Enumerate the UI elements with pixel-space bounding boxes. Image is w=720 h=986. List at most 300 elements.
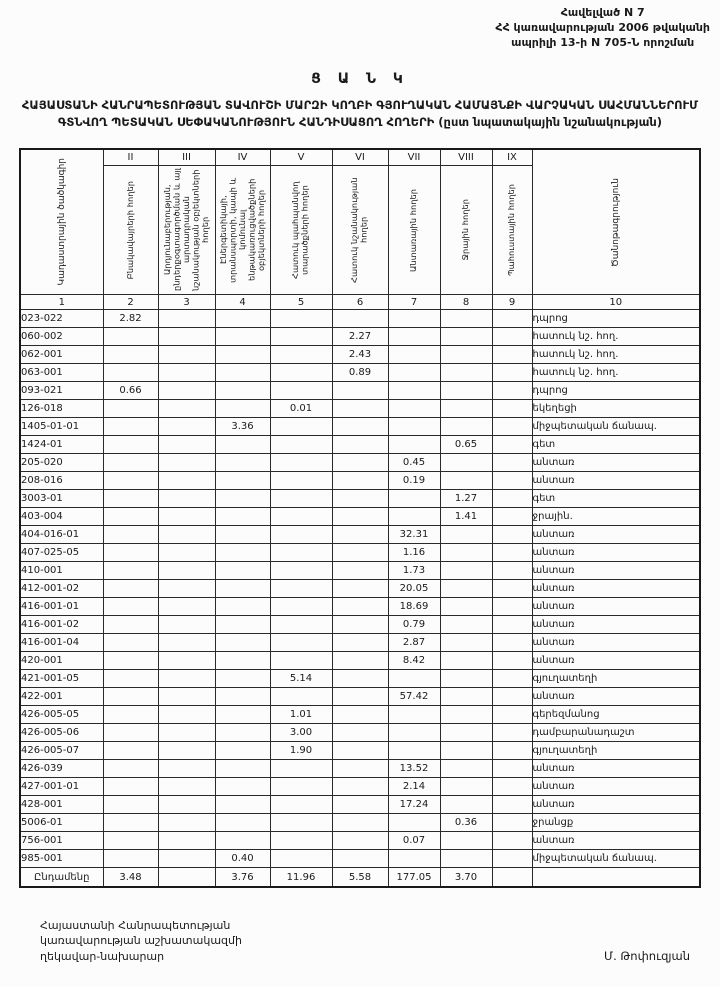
table-row	[20, 346, 700, 364]
area-value-cell	[215, 598, 270, 616]
area-value-cell	[492, 310, 532, 328]
cadastral-code-cell: 421-001-05	[20, 670, 103, 688]
area-value-cell	[492, 436, 532, 454]
note-cell: անտառ	[532, 796, 700, 814]
cadastral-code-cell: 426-005-07	[20, 742, 103, 760]
page-title: Ց Ա Ն Կ	[311, 70, 409, 87]
area-value-cell	[440, 346, 492, 364]
area-value-cell	[440, 778, 492, 796]
area-value-cell	[440, 598, 492, 616]
area-value-cell	[388, 508, 440, 526]
area-value-cell	[332, 598, 388, 616]
note-cell: անտառ	[532, 472, 700, 490]
col-number-2: 2	[103, 295, 158, 310]
area-value-cell	[103, 400, 158, 418]
total-value-cell: 3.76	[215, 868, 270, 888]
area-value-cell	[103, 526, 158, 544]
area-value-cell	[332, 742, 388, 760]
area-value-cell	[215, 796, 270, 814]
note-cell: դպրոց	[532, 382, 700, 400]
area-value-cell	[270, 508, 332, 526]
area-value-cell	[103, 364, 158, 382]
area-value-cell: 32.31	[388, 526, 440, 544]
area-value-cell	[270, 328, 332, 346]
header-note-label: Ծանոթագրություն	[610, 177, 621, 267]
note-cell: դամբարանադաշտ	[532, 724, 700, 742]
roman-VI: VI	[332, 149, 388, 166]
area-value-cell: 0.89	[332, 364, 388, 382]
table-row	[20, 472, 700, 490]
header-reserve-lands-label: Պահուստային հողեր	[506, 184, 517, 277]
header-water-lands-label: Ջրային հողեր	[460, 199, 471, 261]
cadastral-code-cell: 093-021	[20, 382, 103, 400]
area-value-cell	[492, 778, 532, 796]
area-value-cell	[440, 400, 492, 418]
note-cell: անտառ	[532, 580, 700, 598]
area-value-cell	[332, 400, 388, 418]
cadastral-code-cell: 410-001	[20, 562, 103, 580]
area-value-cell	[492, 742, 532, 760]
area-value-cell: 8.42	[388, 652, 440, 670]
area-value-cell	[440, 472, 492, 490]
area-value-cell: 2.87	[388, 634, 440, 652]
area-value-cell: 3.00	[270, 724, 332, 742]
table-row	[20, 670, 700, 688]
area-value-cell	[440, 364, 492, 382]
area-value-cell	[158, 400, 215, 418]
area-value-cell	[215, 346, 270, 364]
footer-line-1: Հայաստանի Հանրապետության	[40, 918, 231, 932]
area-value-cell	[158, 436, 215, 454]
header-cadastral-code	[20, 149, 103, 295]
area-value-cell	[332, 544, 388, 562]
area-value-cell	[270, 418, 332, 436]
header-protected-lands	[270, 166, 332, 295]
note-cell: միջպետական ճանապ.	[532, 850, 700, 868]
table-row	[20, 616, 700, 634]
area-value-cell	[440, 760, 492, 778]
signature-name: Մ. Թոփուզյան	[604, 948, 690, 963]
area-value-cell: 0.01	[270, 400, 332, 418]
header-water-lands	[440, 166, 492, 295]
area-value-cell	[158, 670, 215, 688]
cadastral-code-cell: 427-001-01	[20, 778, 103, 796]
area-value-cell	[492, 706, 532, 724]
area-value-cell	[103, 688, 158, 706]
area-value-cell	[158, 814, 215, 832]
area-value-cell	[103, 742, 158, 760]
area-value-cell	[332, 814, 388, 832]
area-value-cell	[158, 850, 215, 868]
table-row	[20, 832, 700, 850]
cadastral-code-cell: 756-001	[20, 832, 103, 850]
area-value-cell	[332, 760, 388, 778]
cadastral-code-cell: 5006-01	[20, 814, 103, 832]
area-value-cell	[440, 616, 492, 634]
area-value-cell	[388, 724, 440, 742]
area-value-cell	[492, 688, 532, 706]
area-value-cell	[332, 670, 388, 688]
header-cadastral-code-label: Կադաստրային ծածկագիր	[56, 158, 67, 286]
cadastral-code-cell: 428-001	[20, 796, 103, 814]
area-value-cell	[492, 796, 532, 814]
area-value-cell	[158, 508, 215, 526]
area-value-cell	[270, 652, 332, 670]
note-cell: անտառ	[532, 778, 700, 796]
area-value-cell	[103, 616, 158, 634]
area-value-cell	[440, 670, 492, 688]
area-value-cell	[332, 508, 388, 526]
table-row	[20, 418, 700, 436]
area-value-cell	[103, 706, 158, 724]
area-value-cell	[492, 760, 532, 778]
cadastral-code-cell: 416-001-01	[20, 598, 103, 616]
area-value-cell: 2.27	[332, 328, 388, 346]
area-value-cell	[215, 670, 270, 688]
area-value-cell	[388, 364, 440, 382]
cadastral-code-cell: 208-016	[20, 472, 103, 490]
area-value-cell	[492, 490, 532, 508]
total-value-cell: 5.58	[332, 868, 388, 888]
area-value-cell	[492, 382, 532, 400]
area-value-cell	[158, 418, 215, 436]
area-value-cell	[332, 562, 388, 580]
area-value-cell	[270, 778, 332, 796]
land-register-table	[19, 148, 701, 888]
area-value-cell	[215, 688, 270, 706]
table-row	[20, 724, 700, 742]
area-value-cell: 0.19	[388, 472, 440, 490]
area-value-cell: 0.79	[388, 616, 440, 634]
area-value-cell	[270, 382, 332, 400]
area-value-cell	[440, 562, 492, 580]
note-cell: գետ	[532, 436, 700, 454]
cadastral-code-cell: 1424-01	[20, 436, 103, 454]
area-value-cell	[270, 850, 332, 868]
roman-IX: IX	[492, 149, 532, 166]
area-value-cell	[492, 508, 532, 526]
note-cell: եկեղեցի	[532, 400, 700, 418]
area-value-cell	[440, 796, 492, 814]
area-value-cell: 1.90	[270, 742, 332, 760]
appendix-block	[495, 6, 710, 51]
area-value-cell	[388, 436, 440, 454]
area-value-cell	[215, 616, 270, 634]
roman-VII: VII	[388, 149, 440, 166]
area-value-cell: 2.43	[332, 346, 388, 364]
total-value-cell: 177.05	[388, 868, 440, 888]
area-value-cell	[270, 796, 332, 814]
area-value-cell	[215, 526, 270, 544]
area-value-cell	[215, 634, 270, 652]
total-row	[20, 868, 700, 888]
area-value-cell	[270, 346, 332, 364]
area-value-cell	[215, 508, 270, 526]
area-value-cell	[440, 580, 492, 598]
area-value-cell	[270, 364, 332, 382]
area-value-cell	[103, 562, 158, 580]
table-row	[20, 634, 700, 652]
area-value-cell: 0.66	[103, 382, 158, 400]
col-number-5: 5	[270, 295, 332, 310]
area-value-cell	[158, 616, 215, 634]
area-value-cell	[103, 670, 158, 688]
note-cell: հատուկ նշ. հող.	[532, 364, 700, 382]
area-value-cell	[492, 616, 532, 634]
area-value-cell	[332, 778, 388, 796]
area-value-cell	[388, 814, 440, 832]
area-value-cell	[492, 832, 532, 850]
area-value-cell: 17.24	[388, 796, 440, 814]
area-value-cell	[270, 526, 332, 544]
table-row	[20, 706, 700, 724]
area-value-cell	[492, 346, 532, 364]
area-value-cell: 1.27	[440, 490, 492, 508]
table-row	[20, 436, 700, 454]
col-number-9: 9	[492, 295, 532, 310]
area-value-cell	[103, 850, 158, 868]
col-number-6: 6	[332, 295, 388, 310]
area-value-cell	[158, 832, 215, 850]
header-note	[532, 149, 700, 295]
area-value-cell	[388, 670, 440, 688]
area-value-cell	[215, 544, 270, 562]
area-value-cell	[440, 382, 492, 400]
area-value-cell	[270, 814, 332, 832]
area-value-cell	[440, 544, 492, 562]
header-special-purpose-lands-label: Հատուկ նշանակության հողեր	[349, 177, 369, 283]
note-cell: անտառ	[532, 616, 700, 634]
area-value-cell	[332, 418, 388, 436]
appendix-line-1: Հավելված N 7	[560, 6, 645, 19]
area-value-cell	[270, 310, 332, 328]
area-value-cell	[215, 742, 270, 760]
area-value-cell	[492, 634, 532, 652]
area-value-cell: 20.05	[388, 580, 440, 598]
cadastral-code-cell: 404-016-01	[20, 526, 103, 544]
area-value-cell	[332, 616, 388, 634]
col-number-1: 1	[20, 295, 103, 310]
area-value-cell	[440, 742, 492, 760]
area-value-cell	[103, 832, 158, 850]
note-cell: գետ	[532, 490, 700, 508]
total-value-cell	[158, 868, 215, 888]
area-value-cell	[332, 472, 388, 490]
area-value-cell	[492, 724, 532, 742]
area-value-cell	[158, 346, 215, 364]
area-value-cell	[492, 328, 532, 346]
footer	[40, 918, 690, 964]
area-value-cell: 1.16	[388, 544, 440, 562]
note-cell: գյուղատեղի	[532, 670, 700, 688]
area-value-cell	[158, 490, 215, 508]
area-value-cell	[215, 652, 270, 670]
area-value-cell: 0.45	[388, 454, 440, 472]
roman-numeral-row	[20, 149, 700, 166]
cadastral-code-cell: 063-001	[20, 364, 103, 382]
roman-III: III	[158, 149, 215, 166]
area-value-cell	[332, 310, 388, 328]
area-value-cell	[332, 706, 388, 724]
area-value-cell	[332, 436, 388, 454]
area-value-cell	[492, 400, 532, 418]
area-value-cell: 18.69	[388, 598, 440, 616]
cadastral-code-cell: 023-022	[20, 310, 103, 328]
table-row	[20, 544, 700, 562]
area-value-cell	[440, 688, 492, 706]
cadastral-code-cell: 407-025-05	[20, 544, 103, 562]
area-value-cell	[332, 382, 388, 400]
table-row	[20, 454, 700, 472]
area-value-cell	[388, 742, 440, 760]
area-value-cell	[103, 544, 158, 562]
area-value-cell	[158, 526, 215, 544]
table-row	[20, 328, 700, 346]
table-row	[20, 598, 700, 616]
area-value-cell	[270, 598, 332, 616]
header-forest-lands-label: Անտառային հողեր	[408, 188, 419, 272]
area-value-cell	[103, 778, 158, 796]
note-cell: գյուղատեղի	[532, 742, 700, 760]
area-value-cell	[388, 418, 440, 436]
area-value-cell: 0.40	[215, 850, 270, 868]
area-value-cell	[388, 850, 440, 868]
area-value-cell	[332, 490, 388, 508]
area-value-cell	[388, 328, 440, 346]
area-value-cell	[270, 616, 332, 634]
area-value-cell	[215, 814, 270, 832]
note-cell: անտառ	[532, 832, 700, 850]
cadastral-code-cell: 205-020	[20, 454, 103, 472]
area-value-cell	[492, 850, 532, 868]
area-value-cell	[103, 472, 158, 490]
table-body	[20, 310, 700, 888]
area-value-cell	[103, 814, 158, 832]
cadastral-code-cell: 062-001	[20, 346, 103, 364]
area-value-cell	[270, 562, 332, 580]
area-value-cell	[158, 724, 215, 742]
col-number-10: 10	[532, 295, 700, 310]
area-value-cell: 0.65	[440, 436, 492, 454]
table-row	[20, 400, 700, 418]
column-number-row	[20, 295, 700, 310]
note-cell: անտառ	[532, 688, 700, 706]
note-cell: անտառ	[532, 544, 700, 562]
area-value-cell	[215, 706, 270, 724]
area-value-cell	[332, 688, 388, 706]
area-value-cell	[103, 436, 158, 454]
cadastral-code-cell: 422-001	[20, 688, 103, 706]
table-row	[20, 796, 700, 814]
area-value-cell	[492, 472, 532, 490]
area-value-cell: 1.01	[270, 706, 332, 724]
area-value-cell	[215, 400, 270, 418]
area-value-cell	[103, 418, 158, 436]
table-row	[20, 382, 700, 400]
area-value-cell: 0.36	[440, 814, 492, 832]
footer-office-block	[40, 918, 242, 964]
cadastral-code-cell: 426-005-05	[20, 706, 103, 724]
area-value-cell	[270, 472, 332, 490]
area-value-cell	[440, 526, 492, 544]
col-number-4: 4	[215, 295, 270, 310]
area-value-cell	[492, 814, 532, 832]
table-row	[20, 814, 700, 832]
area-value-cell	[103, 796, 158, 814]
cadastral-code-cell: 3003-01	[20, 490, 103, 508]
header-protected-lands-label: Հատուկ պահպանվող տարածքների հողեր	[290, 181, 310, 279]
total-label: Ընդամենը	[20, 868, 103, 888]
total-value-cell	[492, 868, 532, 888]
area-value-cell	[332, 796, 388, 814]
area-value-cell	[103, 454, 158, 472]
cadastral-code-cell: 126-018	[20, 400, 103, 418]
area-value-cell	[492, 418, 532, 436]
area-value-cell	[215, 436, 270, 454]
area-value-cell: 3.36	[215, 418, 270, 436]
area-value-cell	[492, 652, 532, 670]
area-value-cell	[158, 652, 215, 670]
area-value-cell	[103, 652, 158, 670]
area-value-cell	[440, 706, 492, 724]
area-value-cell	[158, 310, 215, 328]
table-row	[20, 742, 700, 760]
table-row	[20, 490, 700, 508]
note-cell: անտառ	[532, 598, 700, 616]
area-value-cell	[270, 832, 332, 850]
col-number-8: 8	[440, 295, 492, 310]
area-value-cell	[215, 454, 270, 472]
total-value-cell: 3.48	[103, 868, 158, 888]
area-value-cell	[103, 346, 158, 364]
area-value-cell	[270, 490, 332, 508]
area-value-cell	[388, 706, 440, 724]
area-value-cell	[332, 634, 388, 652]
cadastral-code-cell: 060-002	[20, 328, 103, 346]
header-forest-lands	[388, 166, 440, 295]
area-value-cell	[270, 760, 332, 778]
appendix-line-2: ՀՀ կառավարության 2006 թվականի	[495, 20, 710, 34]
area-value-cell	[158, 634, 215, 652]
area-value-cell	[492, 670, 532, 688]
table-row	[20, 508, 700, 526]
area-value-cell	[215, 310, 270, 328]
area-value-cell	[158, 706, 215, 724]
area-value-cell	[103, 508, 158, 526]
area-value-cell	[270, 454, 332, 472]
area-value-cell	[492, 562, 532, 580]
area-value-cell	[215, 778, 270, 796]
total-value-cell: 3.70	[440, 868, 492, 888]
cadastral-code-cell: 416-001-02	[20, 616, 103, 634]
area-value-cell	[492, 454, 532, 472]
note-cell: միջպետական ճանապ.	[532, 418, 700, 436]
cadastral-code-cell: 412-001-02	[20, 580, 103, 598]
note-cell: անտառ	[532, 634, 700, 652]
area-value-cell	[215, 562, 270, 580]
note-cell: հատուկ նշ. հող.	[532, 328, 700, 346]
area-value-cell	[215, 490, 270, 508]
roman-IV: IV	[215, 149, 270, 166]
appendix-line-3: ապրիլի 13-ի N 705-Ն որոշման	[511, 35, 695, 49]
area-value-cell	[440, 832, 492, 850]
note-cell: գերեզմանոց	[532, 706, 700, 724]
note-cell: անտառ	[532, 652, 700, 670]
area-value-cell	[158, 472, 215, 490]
footer-line-3: ղեկավար-նախարար	[40, 949, 165, 963]
area-value-cell	[388, 490, 440, 508]
area-value-cell	[270, 544, 332, 562]
